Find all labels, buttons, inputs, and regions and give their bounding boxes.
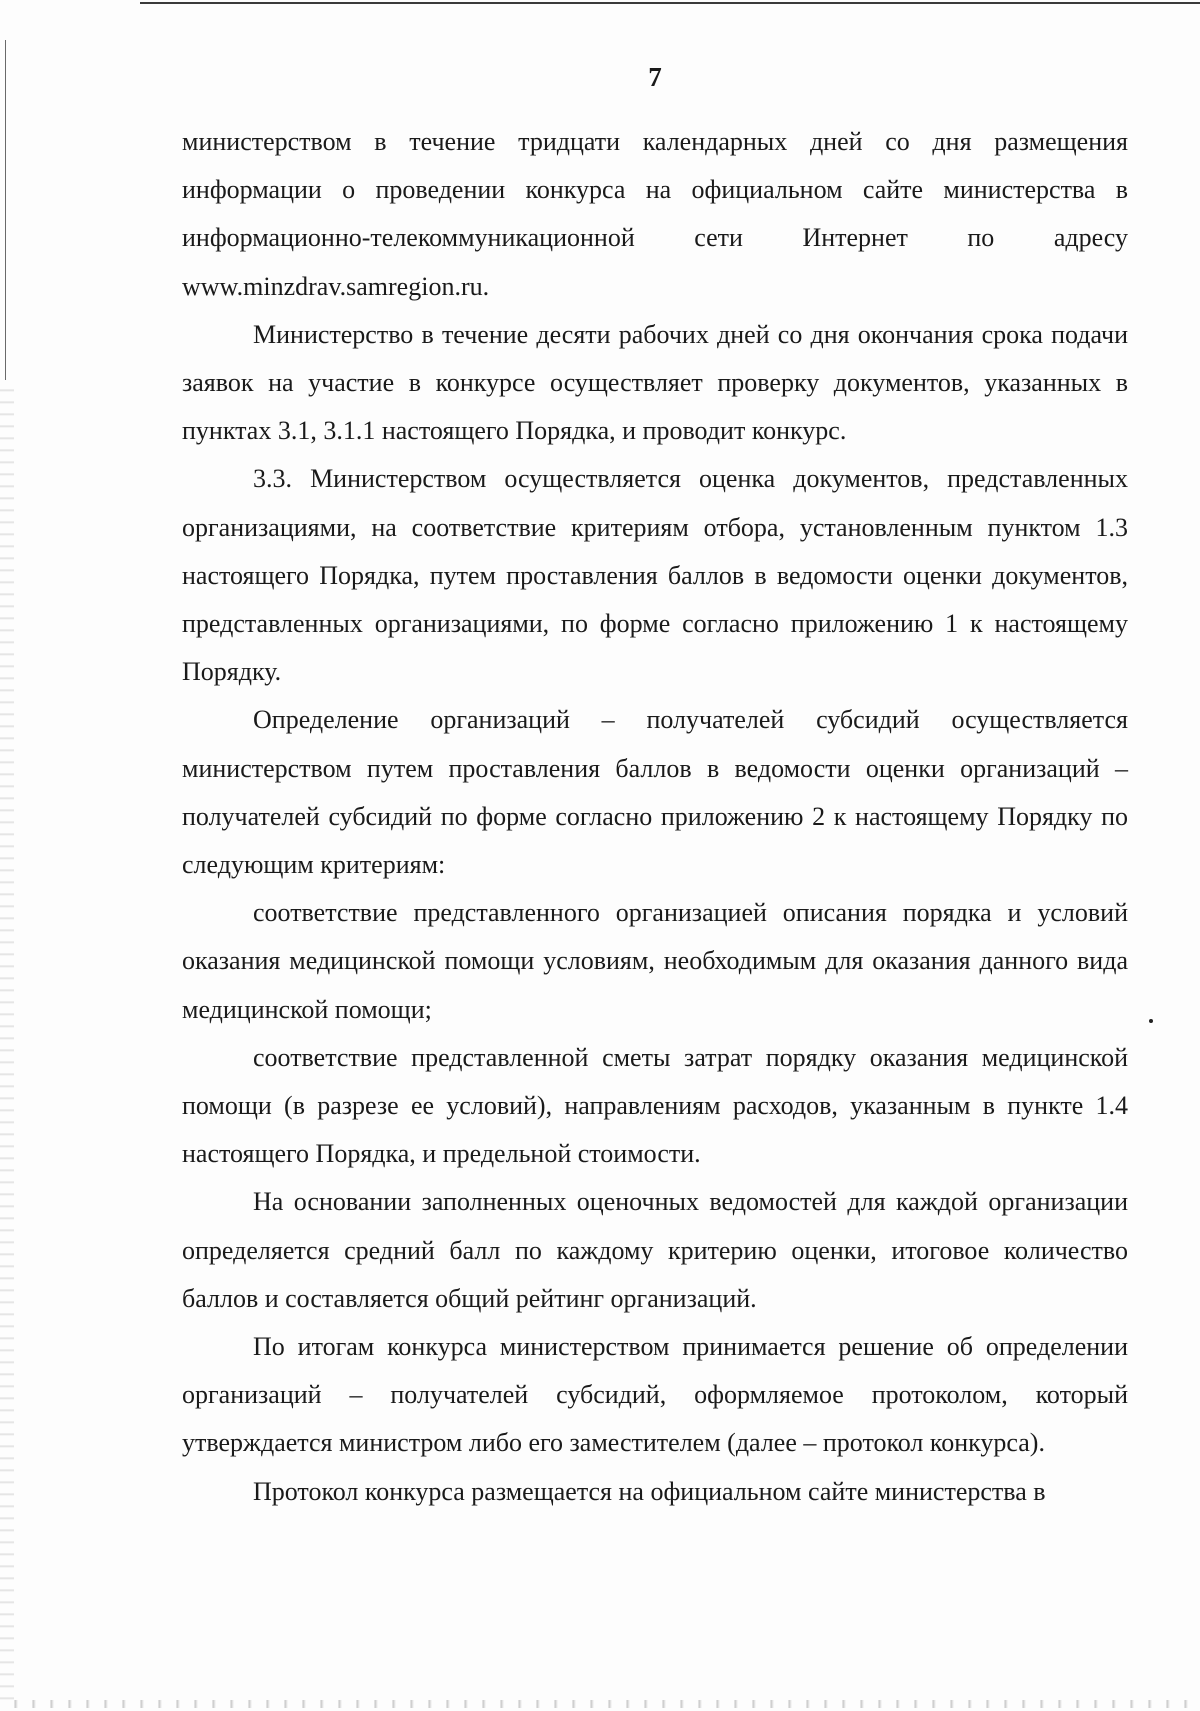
paragraph: Министерство в течение десяти рабочих дней со дня окончания срока подачи заявок на участие в конкурсе осуществляет проверку документов, указанных в пунктах 3.1, 3.1.1 настоящего Порядка, и проводит конкурс. <box>182 319 1128 446</box>
paragraph: соответствие представленной сметы затрат порядку оказания медицинской помощи (в разрезе ее условий), направлениям расходов, указанным в пункте 1.4 настоящего Порядка, и предельной стоимости. <box>182 1042 1128 1169</box>
page-number: 7 <box>648 62 662 92</box>
scan-edge-line <box>140 2 1200 4</box>
paragraph: На основании заполненных оценочных ведомостей для каждой организации определяется средний балл по каждому критерию оценки, итоговое количество баллов и составляется общий рейтинг организаций. <box>182 1187 1128 1313</box>
document-body <box>182 118 1128 1516</box>
scan-edge-noise <box>0 380 14 1700</box>
paragraph: Протокол конкурса размещается на официальном сайте министерства в <box>253 1476 1046 1506</box>
paragraph: соответствие представленного организацией описания порядка и условий оказания медицинской помощи условиям, необходимым для оказания данного вида медицинской помощи; <box>182 898 1128 1024</box>
paragraph: 3.3. Министерством осуществляется оценка документов, представленных организациями, на соответствие критериям отбора, установленным пунктом 1.3 настоящего Порядка, путем проставления баллов в ведомости оценки документов, представленных организациями, по форме согласно приложению 1 к настоящему Порядку. <box>182 464 1128 687</box>
paragraph: министерством в течение тридцати календарных дней со дня размещения информации о проведении конкурса на официальном сайте министерства в информационно-телекоммуникационной сети Интернет по адресу www.minzdrav.samregion.ru. <box>182 127 1128 301</box>
paragraph: По итогам конкурса министерством принимается решение об определении организаций – получателей субсидий, оформляемое протоколом, который утверждается министром либо его заместителем (далее – протокол конкурса). <box>182 1332 1128 1458</box>
scan-speck <box>1149 1019 1153 1023</box>
scan-edge-noise <box>0 1700 1200 1708</box>
paragraph: Определение организаций – получателей субсидий осуществляется министерством путем проставления баллов в ведомости оценки организаций – получателей субсидий по форме согласно приложению 2 к настоящему Порядку по следующим критериям: <box>182 705 1128 880</box>
